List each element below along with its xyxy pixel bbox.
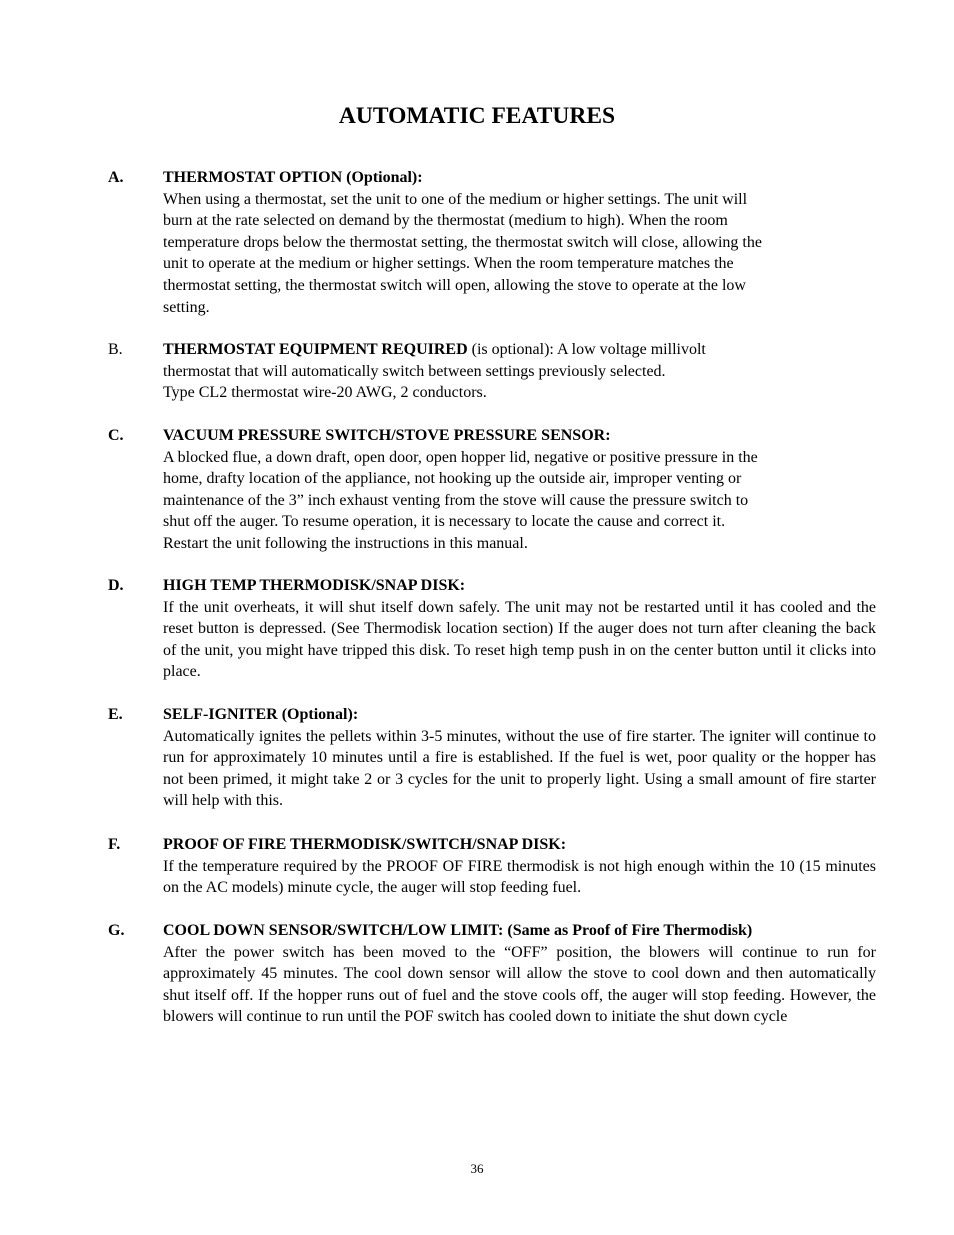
section-content [163, 339, 876, 404]
section-b [108, 339, 876, 404]
body-line: maintenance of the 3” inch exhaust venting from the stove will cause the pressure switch to [163, 491, 749, 509]
body-line: thermostat setting, the thermostat switch will open, allowing the stove to operate at the low [163, 276, 746, 294]
section-heading-line [163, 339, 876, 361]
body-line: burn at the rate selected on demand by the thermostat (medium to high). When the room [163, 212, 728, 230]
section-body: If the unit overheats, it will shut itself down safely. The unit may not be restarted until it has cooled and the reset button is depressed. (See Thermodisk location section) If the auger does not turn after cleaning the back of the unit, you might have tripped this disk. To reset high temp push in on the center button until it clicks into place. [163, 598, 876, 681]
section-content [163, 920, 876, 1028]
body-line: setting. [163, 298, 210, 316]
body-line: unit to operate at the medium or higher settings. When the room temperature matches the [163, 255, 734, 273]
section-body: Automatically ignites the pellets within 3-5 minutes, without the use of fire starter. The igniter will continue to run for approximately 10 minutes until a fire is established. If the fuel is wet, poor quality or the hopper has not been primed, it might take 2 or 3 cycles for the unit to properly light. Using a small amount of fire starter will help with this. [163, 727, 876, 810]
section-letter: D. [108, 577, 124, 594]
section-e [108, 704, 876, 812]
section-content [163, 704, 876, 812]
section-heading: THERMOSTAT EQUIPMENT REQUIRED [163, 341, 468, 358]
section-heading: PROOF OF FIRE THERMODISK/SWITCH/SNAP DISK: [163, 836, 567, 853]
section-a [108, 167, 876, 318]
section-heading: VACUUM PRESSURE SWITCH/STOVE PRESSURE SENSOR: [163, 427, 611, 444]
section-content [163, 425, 876, 555]
page-number: 36 [470, 1161, 484, 1176]
body-line: thermostat that will automatically switch between settings previously selected. [163, 362, 666, 380]
page-title: AUTOMATIC FEATURES [338, 103, 616, 129]
section-f [108, 834, 876, 899]
section-g [108, 920, 876, 1028]
section-body: After the power switch has been moved to the “OFF” position, the blowers will continue to run for approximately 45 minutes. The cool down sensor will allow the stove to cool down and then automatically shut itself off. If the hopper runs out of fuel and the stove cools off, the auger will stop feeding. However, the blowers will continue to run until the POF switch has cooled down to initiate the shut down cycle [163, 943, 876, 1026]
section-body: If the temperature required by the PROOF OF FIRE thermodisk is not high enough within the 10 (15 minutes on the AC models) minute cycle, the auger will stop feeding fuel. [163, 857, 876, 897]
section-heading: HIGH TEMP THERMODISK/SNAP DISK: [163, 577, 466, 594]
section-content [163, 575, 876, 683]
body-line: When using a thermostat, set the unit to one of the medium or higher settings. The unit will [163, 190, 748, 208]
section-content [163, 167, 876, 318]
section-heading: COOL DOWN SENSOR/SWITCH/LOW LIMIT: (Same as Proof of Fire Thermodisk) [163, 922, 753, 939]
body-line: shut off the auger. To resume operation, it is necessary to locate the cause and correct it. [163, 513, 726, 531]
section-letter: F. [108, 836, 121, 853]
section-content [163, 834, 876, 899]
section-letter: E. [108, 706, 123, 723]
section-letter: A. [108, 169, 124, 186]
body-line: home, drafty location of the appliance, not hooking up the outside air, improper venting or [163, 470, 742, 488]
section-letter: C. [108, 427, 124, 444]
section-d [108, 575, 876, 683]
section-heading: SELF-IGNITER (Optional): [163, 706, 359, 723]
section-c [108, 425, 876, 555]
section-heading-suffix: (is optional): A low voltage millivolt [467, 341, 706, 358]
section-heading: THERMOSTAT OPTION (Optional): [163, 169, 423, 186]
body-line: Type CL2 thermostat wire-20 AWG, 2 conductors. [163, 384, 487, 402]
section-letter: B. [108, 341, 123, 358]
body-line: temperature drops below the thermostat setting, the thermostat switch will close, allowing the [163, 233, 762, 251]
body-line: A blocked flue, a down draft, open door, open hopper lid, negative or positive pressure in the [163, 448, 758, 466]
body-line: Restart the unit following the instructions in this manual. [163, 534, 528, 552]
section-letter: G. [108, 922, 125, 939]
